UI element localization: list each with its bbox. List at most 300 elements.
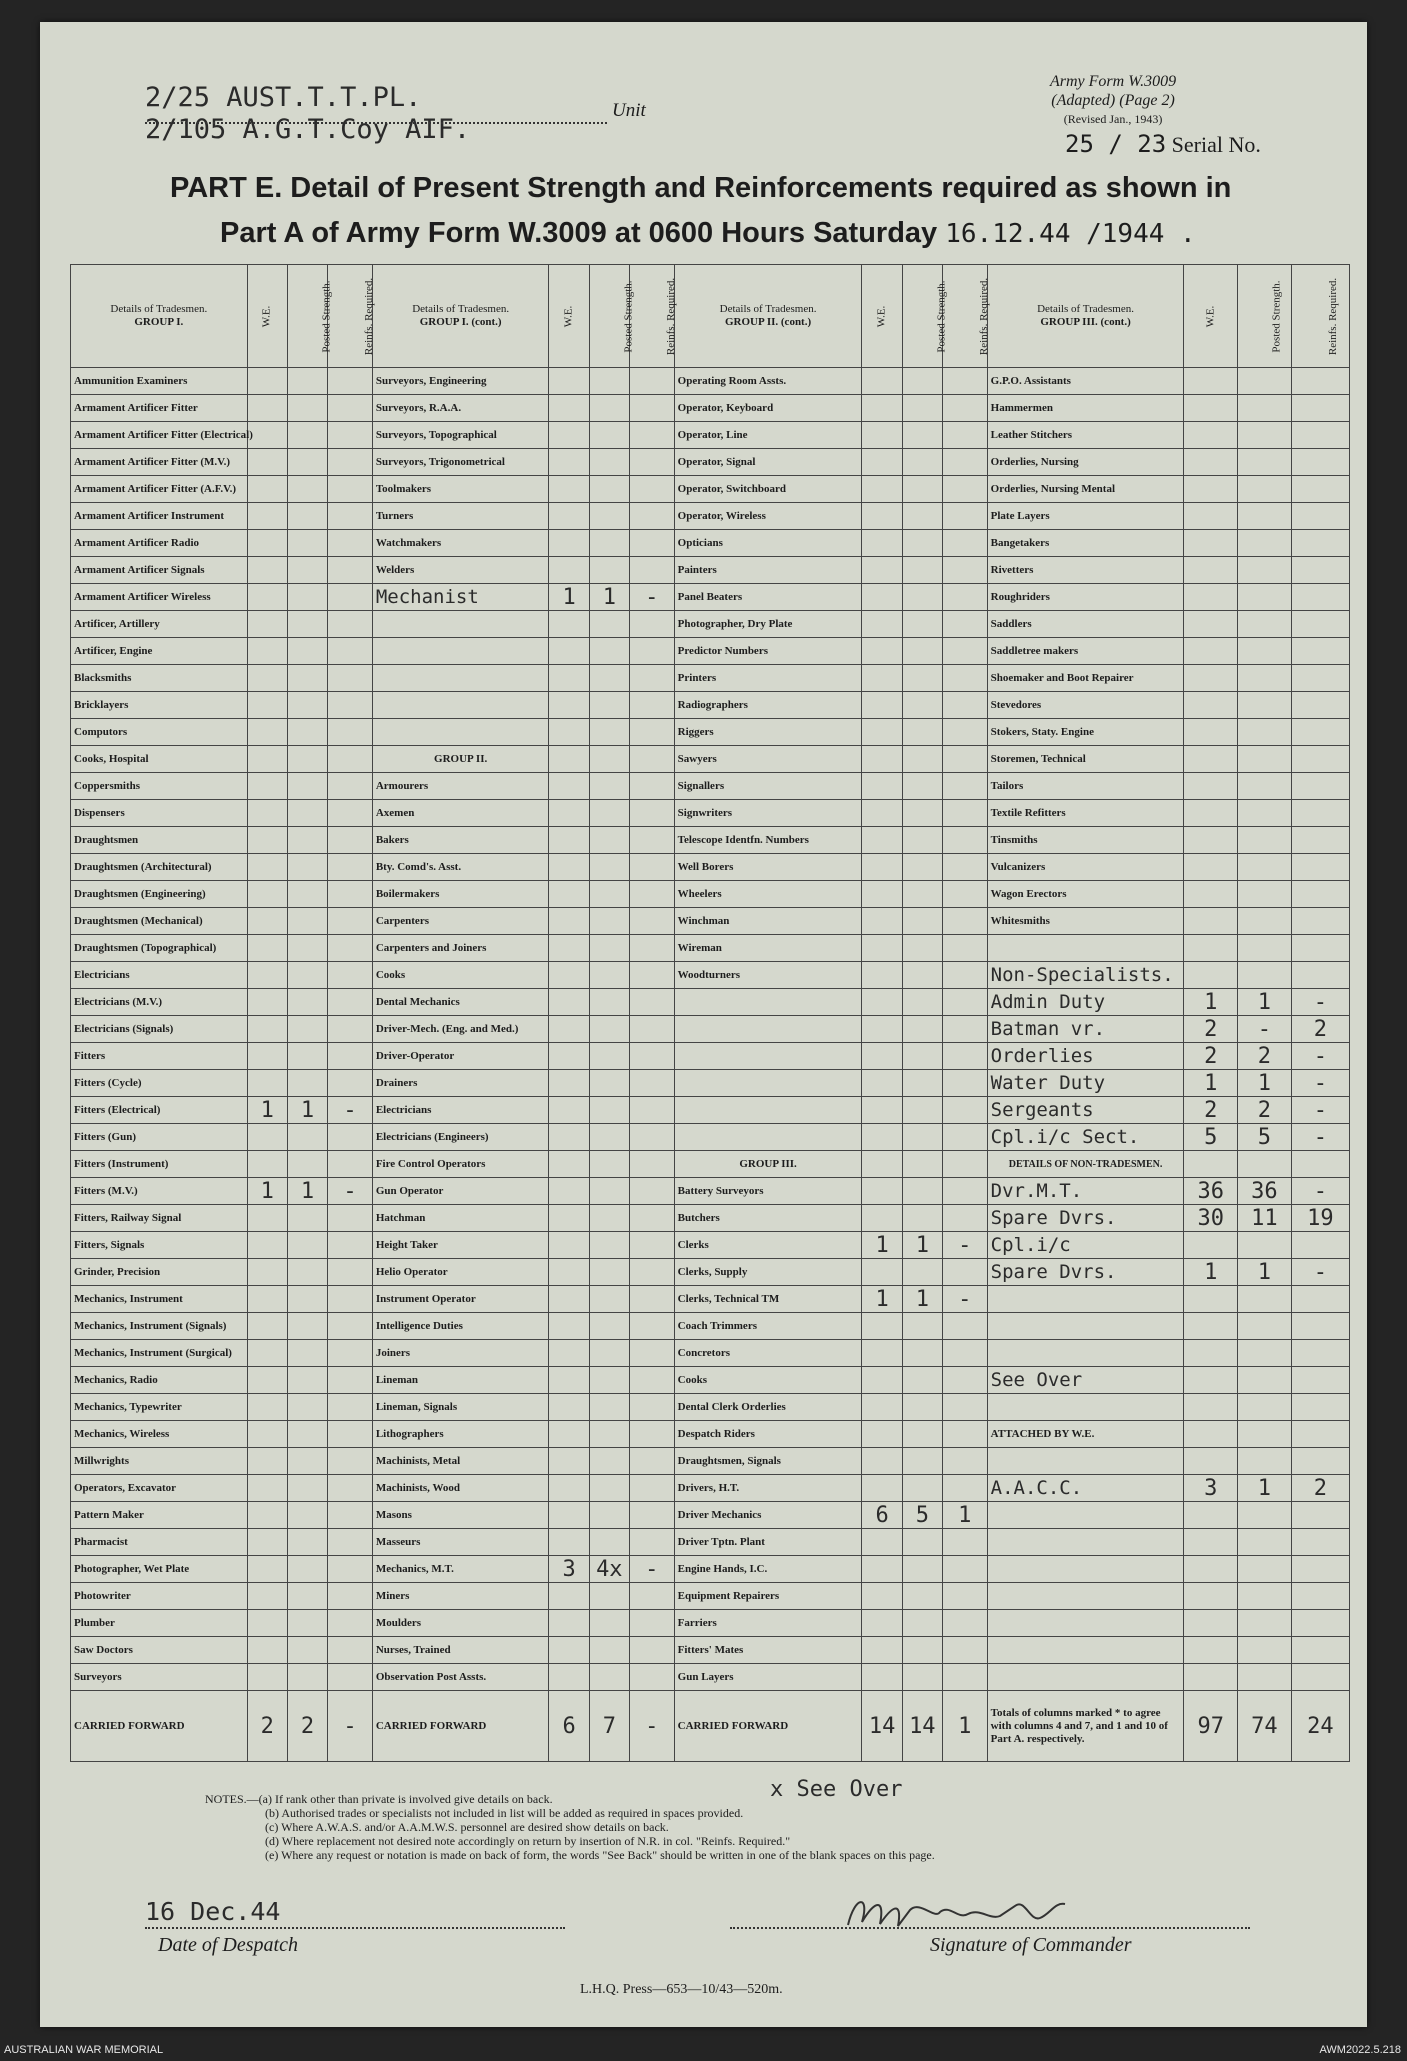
value-reinfs	[1291, 800, 1349, 827]
value-posted	[589, 854, 629, 881]
value-reinfs	[942, 503, 987, 530]
value-we	[1184, 1340, 1238, 1367]
value-reinfs	[942, 1124, 987, 1151]
trade-name: Sergeants	[987, 1097, 1184, 1124]
value-we	[862, 989, 902, 1016]
cf4-reinfs: 24	[1291, 1691, 1349, 1762]
trade-name: Wheelers	[674, 881, 862, 908]
table-row	[71, 395, 1350, 422]
value-we	[862, 395, 902, 422]
trade-name: A.A.C.C.	[987, 1475, 1184, 1502]
value-we	[862, 476, 902, 503]
value-posted	[902, 962, 942, 989]
value-posted	[1238, 503, 1292, 530]
trade-name: Toolmakers	[372, 476, 549, 503]
value-reinfs: -	[942, 1286, 987, 1313]
trade-name: Concretors	[674, 1340, 862, 1367]
value-we	[247, 1583, 287, 1610]
value-reinfs	[942, 962, 987, 989]
col-header-posted: Posted Strength.	[902, 265, 942, 368]
trade-name: Coppersmiths	[71, 773, 248, 800]
value-posted	[902, 1556, 942, 1583]
trade-name: Wagon Erectors	[987, 881, 1184, 908]
value-we	[549, 1178, 589, 1205]
value-reinfs	[629, 989, 674, 1016]
trade-name: Cpl.i/c	[987, 1232, 1184, 1259]
value-we	[862, 1583, 902, 1610]
table-row	[71, 1232, 1350, 1259]
value-we	[1184, 1664, 1238, 1691]
value-posted	[589, 1583, 629, 1610]
trade-name: Photographer, Wet Plate	[71, 1556, 248, 1583]
value-posted	[589, 1502, 629, 1529]
value-we	[247, 665, 287, 692]
value-we	[1184, 908, 1238, 935]
value-reinfs	[942, 746, 987, 773]
value-we	[1184, 1151, 1238, 1178]
value-we	[247, 476, 287, 503]
value-we	[247, 881, 287, 908]
value-posted	[589, 827, 629, 854]
value-posted	[589, 935, 629, 962]
cf3-reinfs: 1	[942, 1691, 987, 1762]
value-reinfs: -	[1291, 1097, 1349, 1124]
value-we	[549, 1070, 589, 1097]
value-reinfs: -	[1291, 1259, 1349, 1286]
value-reinfs	[1291, 422, 1349, 449]
table-row	[71, 881, 1350, 908]
trade-name: Millwrights	[71, 1448, 248, 1475]
trade-name: Armourers	[372, 773, 549, 800]
value-posted	[1238, 557, 1292, 584]
trade-name: Mechanics, Instrument (Signals)	[71, 1313, 248, 1340]
value-reinfs	[942, 854, 987, 881]
value-reinfs	[942, 800, 987, 827]
col-header-details-4: Details of Tradesmen. GROUP III. (cont.)	[987, 265, 1184, 368]
value-we	[247, 1340, 287, 1367]
value-reinfs: -	[328, 1178, 373, 1205]
trade-name: Armament Artificer Fitter	[71, 395, 248, 422]
value-we	[247, 1529, 287, 1556]
table-row	[71, 638, 1350, 665]
value-posted	[1238, 746, 1292, 773]
value-we	[549, 1529, 589, 1556]
value-posted	[287, 638, 327, 665]
value-we	[247, 1502, 287, 1529]
table-row	[71, 1016, 1350, 1043]
value-we	[862, 935, 902, 962]
value-reinfs	[942, 1313, 987, 1340]
value-posted	[589, 1097, 629, 1124]
value-we	[1184, 665, 1238, 692]
col-header-posted: Posted Strength.	[287, 265, 327, 368]
trade-name: Mechanics, Radio	[71, 1367, 248, 1394]
value-posted	[902, 1043, 942, 1070]
table-row	[71, 368, 1350, 395]
value-we	[862, 1394, 902, 1421]
value-reinfs	[942, 1151, 987, 1178]
value-we	[1184, 1421, 1238, 1448]
value-posted	[287, 1448, 327, 1475]
value-we	[1184, 1313, 1238, 1340]
value-posted	[902, 1610, 942, 1637]
value-we	[1184, 1394, 1238, 1421]
trade-name: Masseurs	[372, 1529, 549, 1556]
table-row	[71, 692, 1350, 719]
value-posted	[589, 1610, 629, 1637]
value-posted	[589, 1664, 629, 1691]
value-reinfs	[942, 1421, 987, 1448]
value-we	[247, 962, 287, 989]
value-reinfs	[1291, 773, 1349, 800]
value-reinfs	[942, 1664, 987, 1691]
value-posted	[1238, 395, 1292, 422]
cf4-we: 97	[1184, 1691, 1238, 1762]
value-we	[1184, 1583, 1238, 1610]
trade-name: Armament Artificer Fitter (M.V.)	[71, 449, 248, 476]
value-reinfs	[328, 1367, 373, 1394]
table-row	[71, 503, 1350, 530]
value-we	[1184, 422, 1238, 449]
value-we	[1184, 1529, 1238, 1556]
value-we	[549, 395, 589, 422]
value-we	[862, 1070, 902, 1097]
table-row	[71, 1664, 1350, 1691]
value-reinfs	[1291, 1610, 1349, 1637]
value-posted	[902, 368, 942, 395]
value-we: 2	[1184, 1097, 1238, 1124]
value-we	[549, 1583, 589, 1610]
value-we	[549, 1232, 589, 1259]
value-we	[862, 1043, 902, 1070]
value-posted	[589, 1259, 629, 1286]
value-reinfs	[1291, 1502, 1349, 1529]
value-reinfs	[629, 773, 674, 800]
value-reinfs	[328, 773, 373, 800]
value-posted: 1	[589, 584, 629, 611]
value-posted	[287, 611, 327, 638]
value-posted	[902, 908, 942, 935]
value-reinfs	[328, 1043, 373, 1070]
trade-name: Orderlies	[987, 1043, 1184, 1070]
value-we	[862, 1178, 902, 1205]
value-we	[1184, 1232, 1238, 1259]
value-we	[1184, 962, 1238, 989]
value-posted	[589, 908, 629, 935]
value-posted	[287, 476, 327, 503]
value-reinfs	[629, 422, 674, 449]
value-we	[247, 422, 287, 449]
trade-name: Photographer, Dry Plate	[674, 611, 862, 638]
trade-name: Cooks	[372, 962, 549, 989]
cf2-reinfs: -	[629, 1691, 674, 1762]
trade-name: Lineman, Signals	[372, 1394, 549, 1421]
col-header-we: W.E.	[1184, 265, 1238, 368]
value-we	[549, 800, 589, 827]
trade-name: Photowriter	[71, 1583, 248, 1610]
value-posted	[287, 1367, 327, 1394]
trade-name	[987, 1394, 1184, 1421]
trade-name: Helio Operator	[372, 1259, 549, 1286]
value-reinfs	[328, 854, 373, 881]
value-posted	[1238, 773, 1292, 800]
trade-name	[372, 665, 549, 692]
trade-name: Coach Trimmers	[674, 1313, 862, 1340]
value-reinfs	[328, 1124, 373, 1151]
trade-name: Fitters (Cycle)	[71, 1070, 248, 1097]
value-reinfs	[942, 827, 987, 854]
trade-name: Draughtsmen	[71, 827, 248, 854]
value-reinfs	[942, 1043, 987, 1070]
value-reinfs	[942, 908, 987, 935]
table-row	[71, 1367, 1350, 1394]
value-reinfs	[629, 557, 674, 584]
value-we	[862, 449, 902, 476]
value-reinfs	[328, 1664, 373, 1691]
value-reinfs	[1291, 1637, 1349, 1664]
value-we	[549, 638, 589, 665]
trade-name	[372, 692, 549, 719]
value-we	[862, 638, 902, 665]
note-c: (c) Where A.W.A.S. and/or A.A.M.W.S. personnel are desired show details on back.	[265, 1820, 669, 1834]
value-we	[862, 1124, 902, 1151]
value-reinfs	[942, 1070, 987, 1097]
cf1-posted: 2	[287, 1691, 327, 1762]
table-row	[71, 854, 1350, 881]
trade-name: Spare Dvrs.	[987, 1205, 1184, 1232]
value-posted	[902, 1529, 942, 1556]
trade-name	[987, 1448, 1184, 1475]
value-reinfs	[629, 368, 674, 395]
trade-name: Non-Specialists.	[987, 962, 1184, 989]
value-posted	[1238, 368, 1292, 395]
value-we	[549, 1043, 589, 1070]
value-we	[862, 1475, 902, 1502]
value-posted	[589, 1421, 629, 1448]
trade-name: Driver-Operator	[372, 1043, 549, 1070]
value-reinfs	[942, 1016, 987, 1043]
value-posted	[589, 881, 629, 908]
value-reinfs	[1291, 1340, 1349, 1367]
value-posted	[589, 800, 629, 827]
value-we	[549, 962, 589, 989]
value-reinfs	[942, 422, 987, 449]
value-reinfs	[1291, 1367, 1349, 1394]
value-we	[549, 530, 589, 557]
trade-name: Moulders	[372, 1610, 549, 1637]
value-posted	[902, 719, 942, 746]
value-we	[862, 1313, 902, 1340]
value-reinfs: -	[629, 1556, 674, 1583]
value-we	[862, 962, 902, 989]
trade-name: Electricians (Signals)	[71, 1016, 248, 1043]
value-we	[247, 503, 287, 530]
trade-name: Cooks, Hospital	[71, 746, 248, 773]
trade-name: Plumber	[71, 1610, 248, 1637]
value-posted	[287, 1421, 327, 1448]
value-posted	[287, 827, 327, 854]
value-posted	[902, 989, 942, 1016]
value-reinfs	[1291, 557, 1349, 584]
value-we	[862, 773, 902, 800]
value-reinfs	[328, 881, 373, 908]
trade-name: Electricians	[71, 962, 248, 989]
trade-name: Dental Mechanics	[372, 989, 549, 1016]
trade-name: Pattern Maker	[71, 1502, 248, 1529]
trade-name: Surveyors	[71, 1664, 248, 1691]
cf1-reinfs: -	[328, 1691, 373, 1762]
trade-name: Draughtsmen (Mechanical)	[71, 908, 248, 935]
trade-name: Textile Refitters	[987, 800, 1184, 827]
table-header-row	[71, 265, 1350, 368]
value-reinfs	[1291, 827, 1349, 854]
trade-name	[674, 1043, 862, 1070]
value-reinfs	[328, 395, 373, 422]
value-posted	[1238, 692, 1292, 719]
value-posted	[902, 665, 942, 692]
trade-name: Clerks, Technical TM	[674, 1286, 862, 1313]
trade-name: Fitters (Instrument)	[71, 1151, 248, 1178]
table-row	[71, 962, 1350, 989]
trade-name: Armament Artificer Fitter (A.F.V.)	[71, 476, 248, 503]
value-reinfs	[1291, 881, 1349, 908]
value-we	[247, 1151, 287, 1178]
trade-name: GROUP III.	[674, 1151, 862, 1178]
value-we	[247, 1556, 287, 1583]
value-posted	[287, 1394, 327, 1421]
value-reinfs	[629, 1448, 674, 1475]
value-we	[862, 1664, 902, 1691]
value-reinfs	[942, 1583, 987, 1610]
value-posted	[1238, 638, 1292, 665]
value-posted	[1238, 422, 1292, 449]
value-we	[1184, 1448, 1238, 1475]
table-row	[71, 935, 1350, 962]
value-reinfs: 2	[1291, 1475, 1349, 1502]
value-we: 1	[1184, 1259, 1238, 1286]
value-we	[549, 881, 589, 908]
value-reinfs	[629, 503, 674, 530]
value-posted	[287, 692, 327, 719]
value-we	[549, 1610, 589, 1637]
value-posted	[1238, 908, 1292, 935]
value-reinfs	[328, 1340, 373, 1367]
value-posted	[1238, 962, 1292, 989]
trade-name: Farriers	[674, 1610, 862, 1637]
trade-name: Turners	[372, 503, 549, 530]
value-we	[549, 449, 589, 476]
value-reinfs	[1291, 1286, 1349, 1313]
value-posted	[287, 1205, 327, 1232]
value-reinfs: -	[1291, 1043, 1349, 1070]
value-posted	[902, 1259, 942, 1286]
value-we: 1	[1184, 989, 1238, 1016]
value-posted: 5	[1238, 1124, 1292, 1151]
unit-label: Unit	[612, 100, 646, 121]
value-reinfs	[1291, 476, 1349, 503]
value-reinfs	[1291, 584, 1349, 611]
value-posted	[902, 1637, 942, 1664]
table-row	[71, 1394, 1350, 1421]
trade-name: Painters	[674, 557, 862, 584]
value-we	[549, 827, 589, 854]
trade-name: See Over	[987, 1367, 1184, 1394]
table-row	[71, 1421, 1350, 1448]
value-posted	[902, 854, 942, 881]
value-we: 1	[549, 584, 589, 611]
value-posted	[287, 1016, 327, 1043]
press-imprint: L.H.Q. Press—653—10/43—520m.	[580, 1982, 783, 1997]
trade-name: Armament Artificer Fitter (Electrical)	[71, 422, 248, 449]
value-posted	[902, 746, 942, 773]
value-reinfs	[328, 1583, 373, 1610]
value-posted	[589, 1448, 629, 1475]
value-we	[247, 530, 287, 557]
value-reinfs	[942, 557, 987, 584]
trade-name	[674, 1070, 862, 1097]
value-reinfs	[942, 611, 987, 638]
value-posted	[589, 1286, 629, 1313]
totals-note: Totals of columns marked * to agree with columns 4 and 7, and 1 and 10 of Part A. respectively.	[987, 1691, 1184, 1762]
value-we	[862, 908, 902, 935]
value-posted	[1238, 1583, 1292, 1610]
despatch-label: Date of Despatch	[158, 1934, 298, 1956]
trade-name: Woodturners	[674, 962, 862, 989]
value-we	[862, 1205, 902, 1232]
trade-name: Axemen	[372, 800, 549, 827]
trade-name: Riggers	[674, 719, 862, 746]
value-we: 1	[247, 1097, 287, 1124]
value-we	[862, 827, 902, 854]
trade-name: Fitters' Mates	[674, 1637, 862, 1664]
value-posted	[287, 395, 327, 422]
trade-name: Drivers, H.T.	[674, 1475, 862, 1502]
table-row	[71, 1286, 1350, 1313]
trade-name: Saddletree makers	[987, 638, 1184, 665]
value-reinfs	[942, 881, 987, 908]
value-posted	[1238, 1313, 1292, 1340]
value-reinfs	[942, 1448, 987, 1475]
value-reinfs	[328, 638, 373, 665]
value-reinfs	[328, 1448, 373, 1475]
trade-name	[987, 1637, 1184, 1664]
table-row	[71, 1448, 1350, 1475]
value-reinfs	[328, 1502, 373, 1529]
value-posted	[589, 665, 629, 692]
value-we	[1184, 773, 1238, 800]
value-we	[862, 881, 902, 908]
value-posted	[287, 368, 327, 395]
value-reinfs	[629, 908, 674, 935]
trade-name: Mechanics, M.T.	[372, 1556, 549, 1583]
value-posted	[287, 1313, 327, 1340]
value-posted	[902, 476, 942, 503]
trade-name: Driver Mechanics	[674, 1502, 862, 1529]
value-posted	[589, 503, 629, 530]
value-we	[549, 1205, 589, 1232]
value-we	[247, 449, 287, 476]
value-posted	[287, 881, 327, 908]
carried-forward-label: CARRIED FORWARD	[674, 1691, 862, 1762]
value-reinfs	[1291, 1421, 1349, 1448]
trade-name	[987, 1313, 1184, 1340]
cf3-we: 14	[862, 1691, 902, 1762]
value-posted	[589, 1313, 629, 1340]
value-we	[247, 584, 287, 611]
trade-name: Lineman	[372, 1367, 549, 1394]
col-header-we: W.E.	[549, 265, 589, 368]
value-posted	[287, 503, 327, 530]
